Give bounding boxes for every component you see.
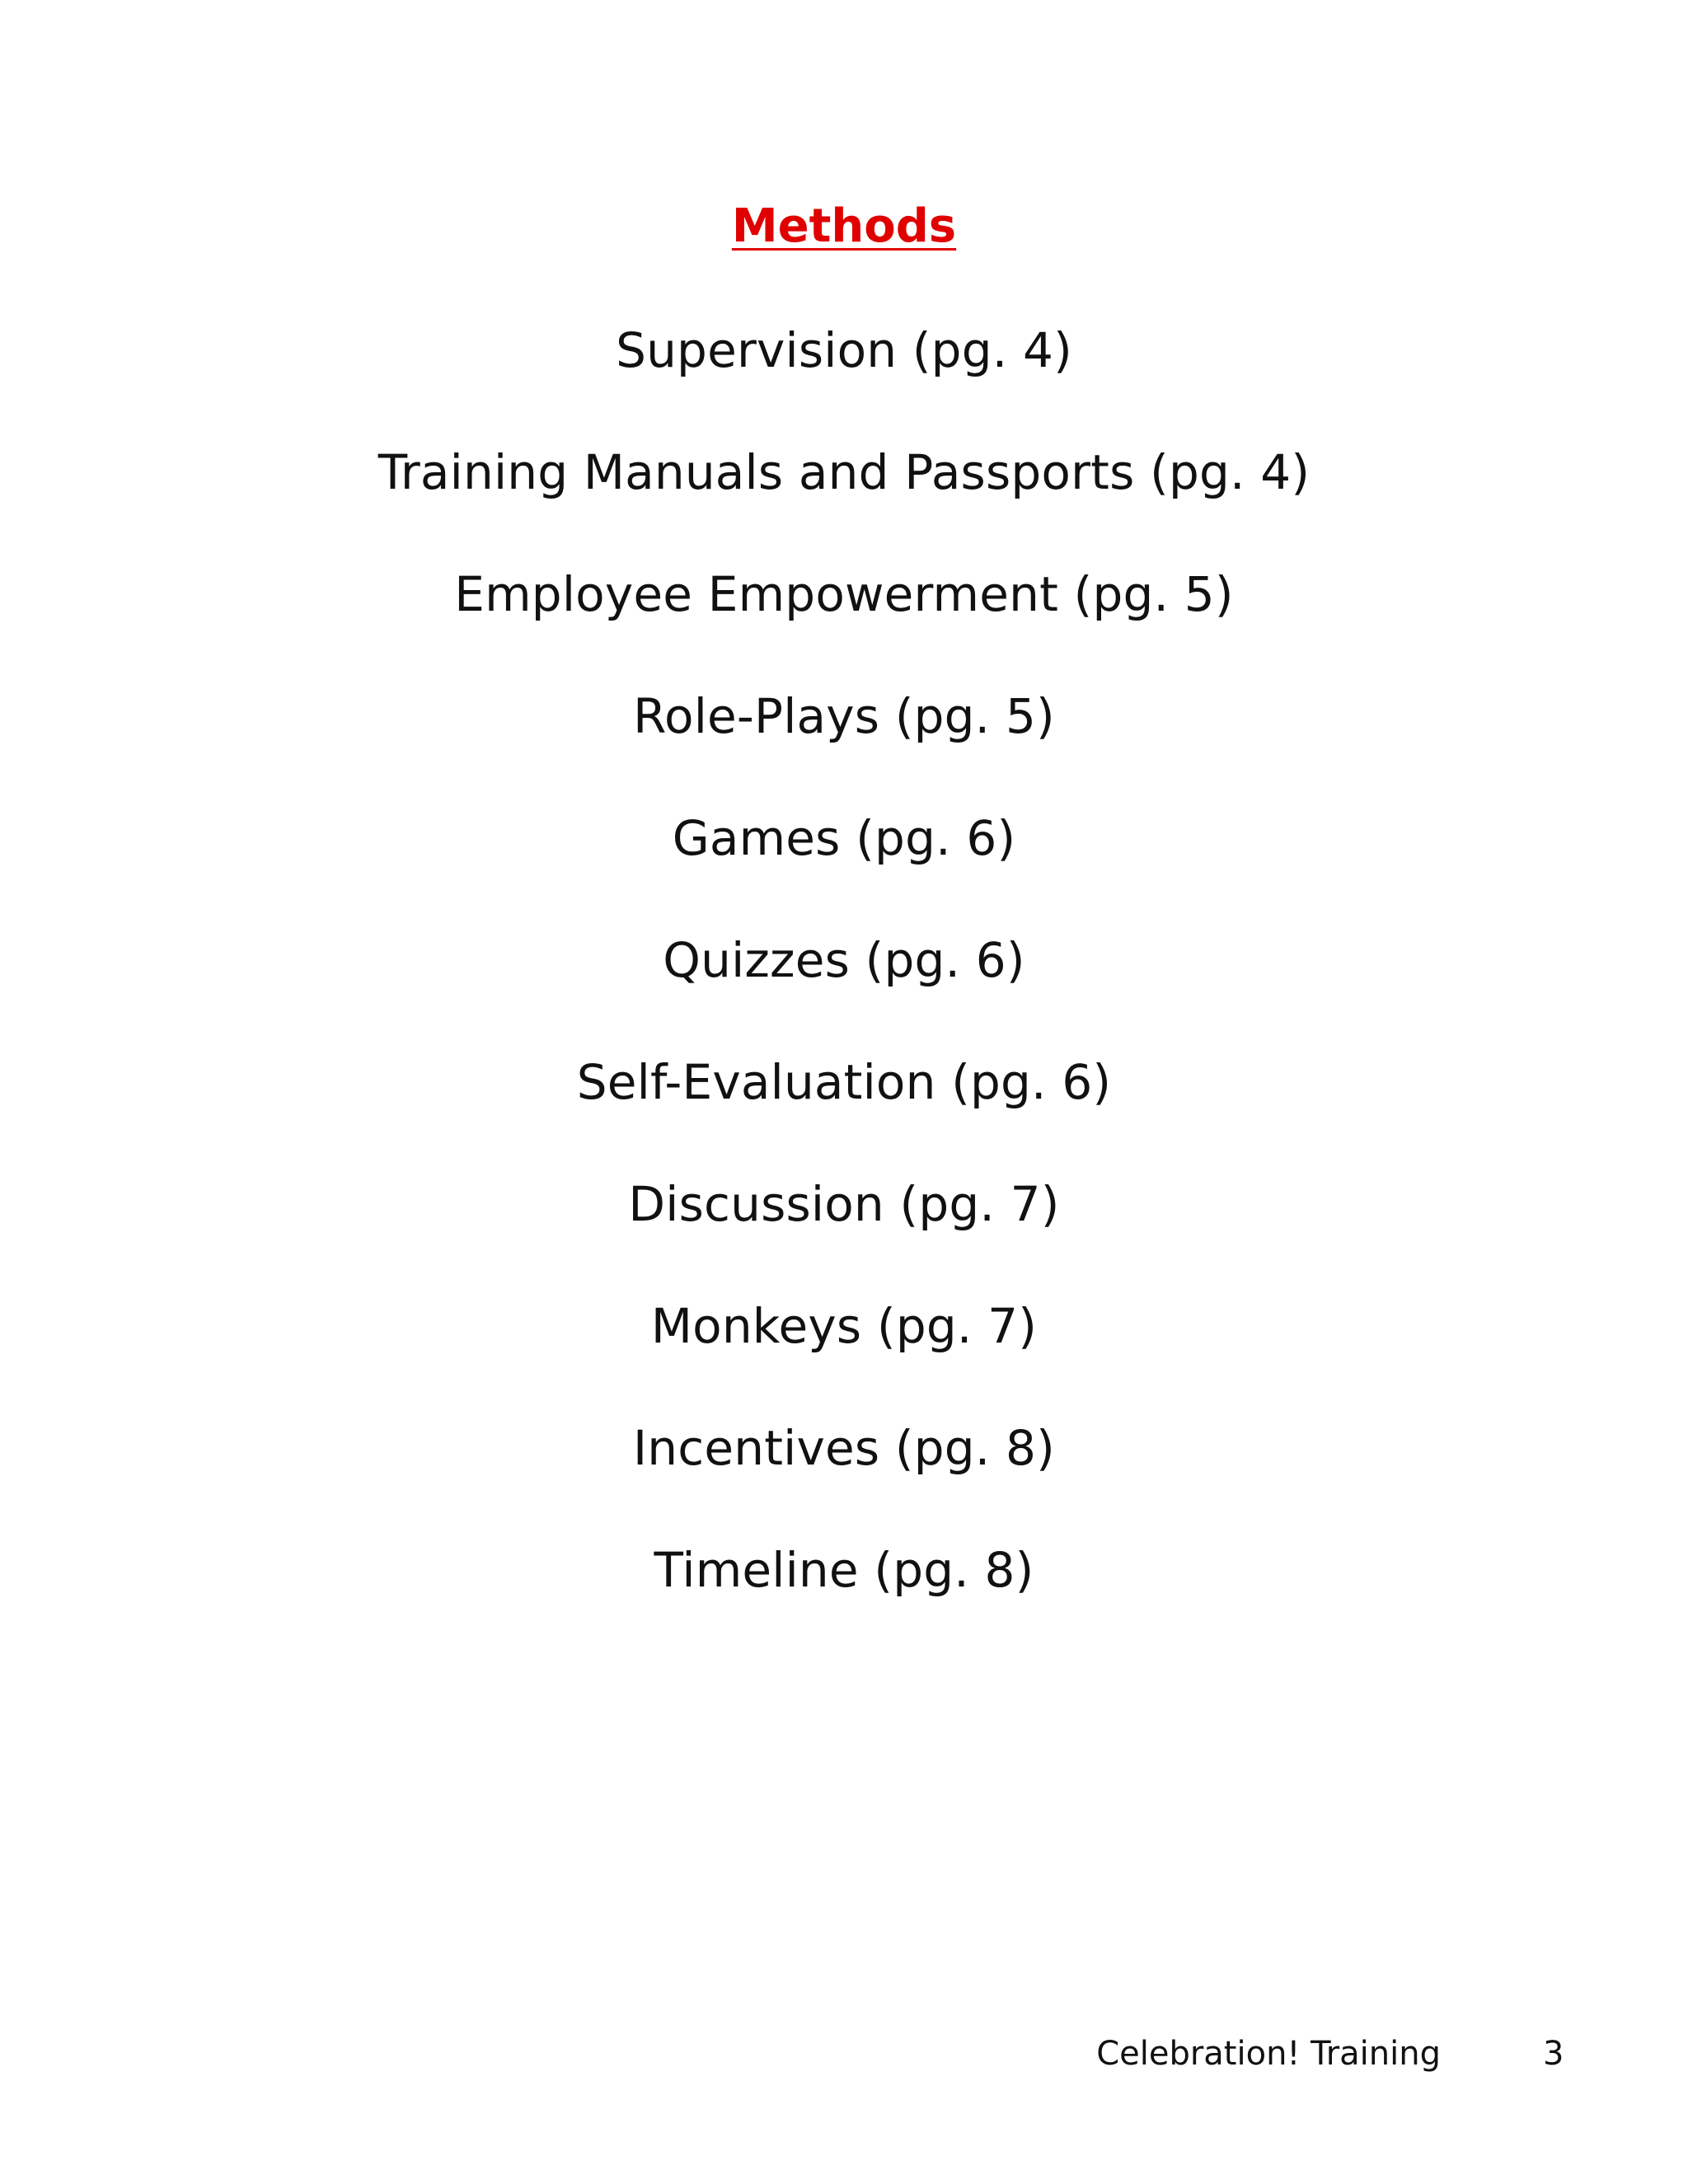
toc-item-discussion: Discussion (pg. 7)	[628, 1176, 1060, 1232]
toc-item-monkeys: Monkeys (pg. 7)	[650, 1298, 1038, 1354]
toc-item-quizzes: Quizzes (pg. 6)	[663, 932, 1025, 988]
toc-item-timeline: Timeline (pg. 8)	[654, 1542, 1034, 1598]
toc-item-supervision: Supervision (pg. 4)	[616, 322, 1072, 378]
section-heading: Methods	[731, 199, 957, 253]
toc-item-employee-empowerment: Employee Empowerment (pg. 5)	[454, 566, 1234, 622]
toc-item-training-manuals: Training Manuals and Passports (pg. 4)	[377, 444, 1311, 500]
toc-item-self-evaluation: Self-Evaluation (pg. 6)	[576, 1054, 1112, 1110]
toc-item-role-plays: Role-Plays (pg. 5)	[633, 688, 1055, 744]
page-number: 3	[1543, 2035, 1564, 2073]
table-of-contents	[0, 317, 1688, 1659]
toc-item-games: Games (pg. 6)	[672, 810, 1016, 866]
footer-title: Celebration! Training	[1096, 2035, 1441, 2073]
page-footer	[0, 2029, 1688, 2079]
toc-item-incentives: Incentives (pg. 8)	[633, 1420, 1055, 1476]
